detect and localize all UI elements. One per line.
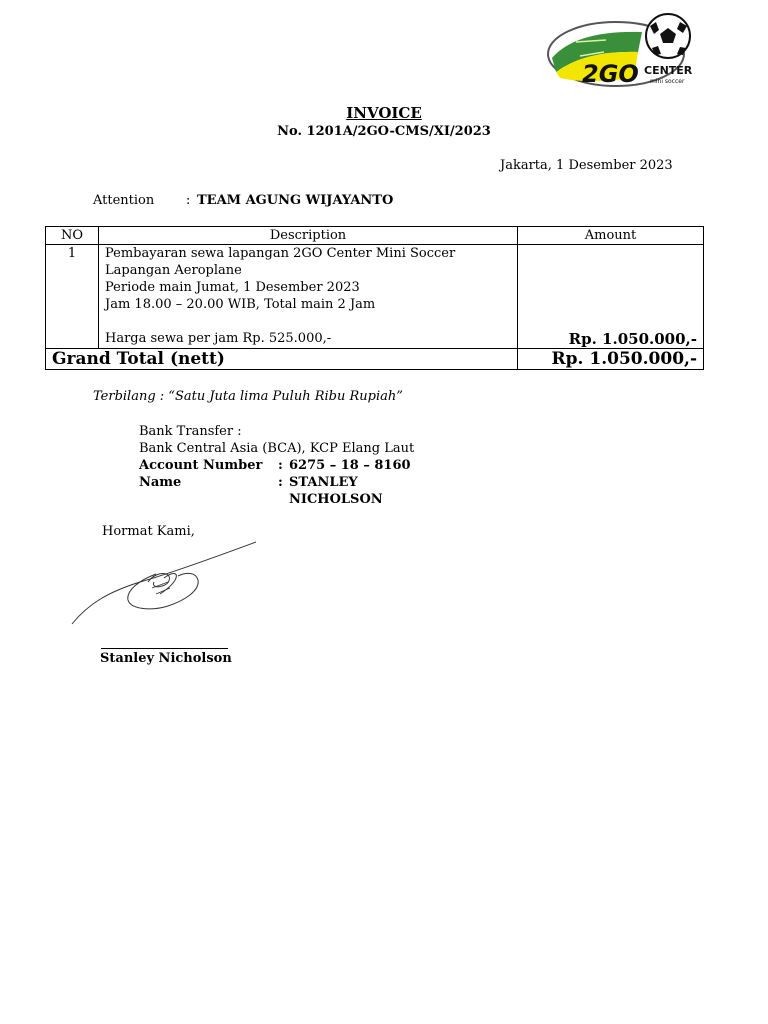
invoice-number: No. 1201A/2GO-CMS/XI/2023 [277,124,491,139]
name-row [139,474,414,507]
bank-details [139,423,415,507]
description-line: Pembayaran sewa lapangan 2GO Center Mini Soccer [105,246,456,261]
account-label: Account Number [139,458,263,473]
closing-greeting: Hormat Kami, [102,524,195,539]
description-line: Lapangan Aeroplane [105,263,242,278]
grand-total-amount: Rp. 1.050.000,- [518,349,704,370]
row-amount: Rp. 1.050.000,- [518,245,704,349]
description-line: Jam 18.00 – 20.00 WIB, Total main 2 Jam [105,297,376,312]
invoice-date: Jakarta, 1 Desember 2023 [500,158,673,173]
attention-colon: : [186,193,191,208]
header-no: NO [46,227,99,245]
attention-label: Attention [93,193,155,208]
invoice-title: INVOICE [346,104,422,122]
grand-total-label: Grand Total (nett) [46,349,518,370]
table-header-row [46,227,704,245]
logo-sub: mini soccer [650,78,685,85]
attention-value: TEAM AGUNG WIJAYANTO [197,193,394,208]
account-value: 6275 – 18 – 8160 [289,458,411,473]
row-description [99,245,518,349]
handwritten-signature [68,538,264,630]
account-row [139,457,414,474]
row-no: 1 [46,245,99,349]
rate-line: Harga sewa per jam Rp. 525.000,- [105,331,332,346]
name-colon: : [278,475,283,490]
signer-name: Stanley Nicholson [100,651,232,666]
table-row [46,245,704,349]
description-line: Periode main Jumat, 1 Desember 2023 [105,280,360,295]
grand-total-row [46,349,704,370]
logo-word: CENTER [644,64,693,77]
logo-brand: 2GO [582,60,639,88]
amount-in-words: Terbilang : “Satu Juta lima Puluh Ribu Rupiah” [93,389,403,404]
header-description: Description [99,227,518,245]
name-label: Name [139,475,182,490]
name-value: STANLEY NICHOLSON [289,475,383,507]
bank-intro: Bank Transfer : [139,424,242,439]
company-logo [546,12,702,90]
account-colon: : [278,458,283,473]
soccer-ball-icon [646,14,690,58]
bank-name: Bank Central Asia (BCA), KCP Elang Laut [139,441,415,456]
signature-line [101,648,228,649]
invoice-table [45,226,704,370]
header-amount: Amount [518,227,704,245]
